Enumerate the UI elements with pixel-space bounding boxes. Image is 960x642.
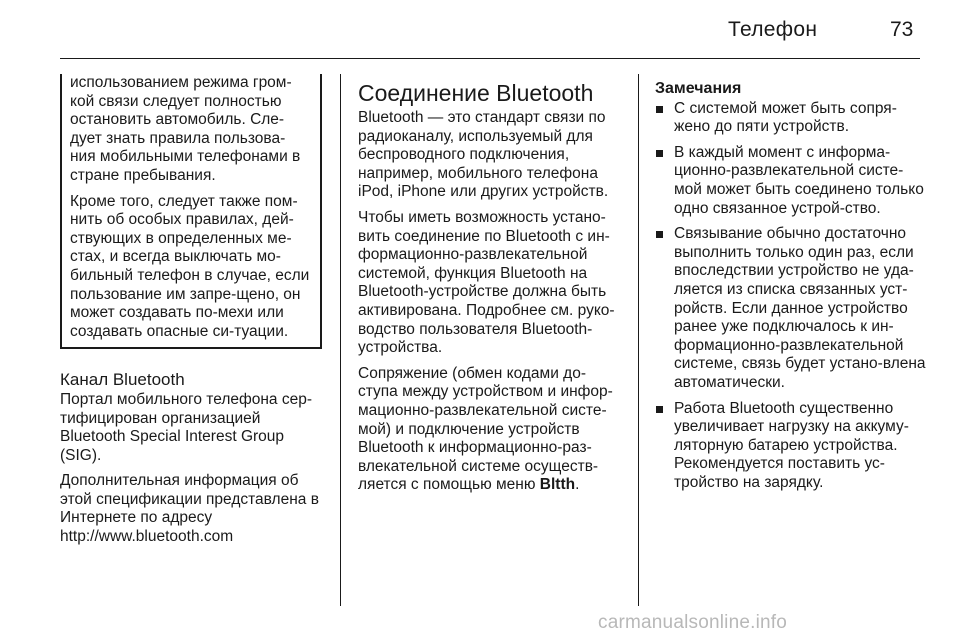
notes-title: Замечания bbox=[655, 80, 742, 97]
column-divider-2 bbox=[638, 74, 639, 606]
pairing-text-end: . bbox=[575, 476, 580, 494]
section-title-bluetooth-connection: Соединение Bluetooth bbox=[358, 80, 594, 106]
right-column bbox=[655, 80, 927, 499]
note-text: Связывание обычно достаточно выполнить только один раз, если впоследствии устройство не уда-ляется из списка связанных уст-ройств. Если данное устройство ранее уже подключалось к ин-формационно-развлекательной системе, связь будет устано-влена автоматически. bbox=[674, 225, 926, 391]
body-paragraph: Дополнительная информация об этой спецификации представлена в Интернете по адресу http://www.bluetooth.com bbox=[60, 472, 319, 546]
square-bullet-icon bbox=[656, 150, 663, 157]
note-item bbox=[655, 225, 927, 392]
menu-name-bltth: Bltth bbox=[539, 476, 576, 494]
notes-list bbox=[655, 100, 927, 493]
pairing-text: Сопряжение (обмен кодами до-ступа между устройством и инфор-мационно-развлекательной систе-мой) и подключение устройств Bluetooth к информационно-раз-влекательной системе осуществ-ляется с помощью меню bbox=[358, 364, 613, 494]
column-divider-1 bbox=[340, 74, 341, 606]
pairing-paragraph bbox=[358, 365, 623, 495]
watermark: carmanualsonline.info bbox=[598, 612, 788, 633]
square-bullet-icon bbox=[656, 406, 663, 413]
note-item bbox=[655, 144, 927, 218]
note-item bbox=[655, 100, 927, 137]
note-text: Работа Bluetooth существенно увеличивает нагрузку на аккуму-ляторную батарею устройства. Рекомендуется поставить ус-тройство на зарядку. bbox=[674, 399, 909, 491]
section-title-bluetooth-channel: Канал Bluetooth bbox=[60, 370, 185, 390]
note-item bbox=[655, 400, 927, 493]
middle-column bbox=[358, 80, 623, 502]
square-bullet-icon bbox=[656, 106, 663, 113]
square-bullet-icon bbox=[656, 231, 663, 238]
note-text: В каждый момент с информа-ционно-развлекательной систе-мой может быть соединено только одно связанное устрой-ство. bbox=[674, 143, 924, 217]
body-paragraph: Портал мобильного телефона сер-тифицирован организацией Bluetooth Special Interest Group (SIG). bbox=[60, 390, 312, 464]
page-number: 73 bbox=[890, 18, 914, 41]
chapter-title: Телефон bbox=[728, 18, 818, 41]
warning-paragraph: Кроме того, следует также пом-нить об особых правилах, дей-ствующих в определенных ме-стах, и всегда выключать мо-бильный телефон в случае, если пользование им запре-щено, он может создавать по-мехи или создавать опасные си-туации. bbox=[70, 192, 310, 340]
left-column bbox=[60, 74, 322, 554]
note-text: С системой может быть сопря-жено до пяти устройств. bbox=[674, 99, 897, 136]
warning-paragraph: использованием режима гром-кой связи следует полностью остановить автомобиль. Сле-дует знать правила пользова-ния мобильными телефонами в стране пребывания. bbox=[70, 74, 301, 184]
body-paragraph: Чтобы иметь возможность устано-вить соединение по Bluetooth с ин-формационно-развлекательной системой, функция Bluetooth на Bluetooth-устройстве должна быть активирована. Подробнее см. руко-водство пользователя Bluetooth-устройства. bbox=[358, 208, 615, 357]
warning-box bbox=[60, 74, 322, 349]
header-rule bbox=[60, 58, 920, 59]
body-paragraph: Bluetooth — это стандарт связи по радиоканалу, используемый для беспроводного подключения, например, мобильного телефона iPod, iPhone или других устройств. bbox=[358, 109, 609, 201]
